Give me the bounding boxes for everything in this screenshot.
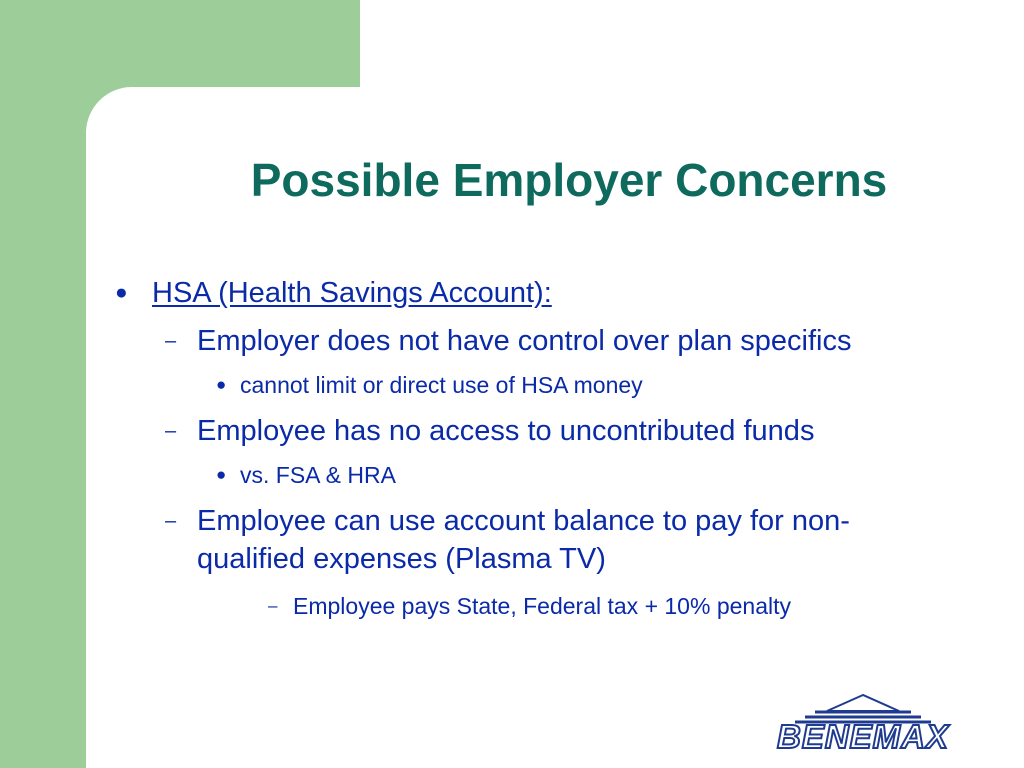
sub-item-text — [197, 502, 850, 578]
sub-item-text-line1: Employee can use account balance to pay for non- — [197, 505, 850, 537]
sub-item-access — [165, 412, 814, 450]
benemax-logo — [735, 692, 991, 754]
detail-item-fsa-hra — [216, 460, 396, 490]
logo-wordmark: BENEMAX — [776, 718, 950, 754]
detail-text: cannot limit or direct use of HSA money — [240, 372, 643, 398]
sub-item-control — [165, 322, 851, 360]
sub-item-balance — [165, 502, 850, 578]
bullet-icon: ● — [216, 375, 227, 394]
dash-icon: – — [165, 510, 177, 532]
detail-item-limit — [216, 370, 643, 400]
sub-item-text: Employee has no access to uncontributed funds — [197, 415, 815, 447]
dash-icon: – — [165, 420, 177, 442]
dash-icon: – — [268, 596, 278, 615]
detail-text: vs. FSA & HRA — [240, 462, 396, 488]
bullet-item-hsa — [115, 274, 552, 312]
dash-icon: – — [165, 330, 177, 352]
bullet-text: HSA (Health Savings Account): — [152, 277, 552, 309]
sub-item-text-line2: qualified expenses (Plasma TV) — [197, 543, 606, 575]
bullet-icon: ● — [115, 281, 128, 304]
penalty-text: Employee pays State, Federal tax + 10% penalty — [293, 593, 791, 619]
penalty-item — [268, 591, 791, 621]
sub-item-text: Employer does not have control over plan specifics — [197, 325, 852, 357]
slide-title: Possible Employer Concerns — [250, 154, 888, 206]
bullet-icon: ● — [216, 465, 227, 484]
